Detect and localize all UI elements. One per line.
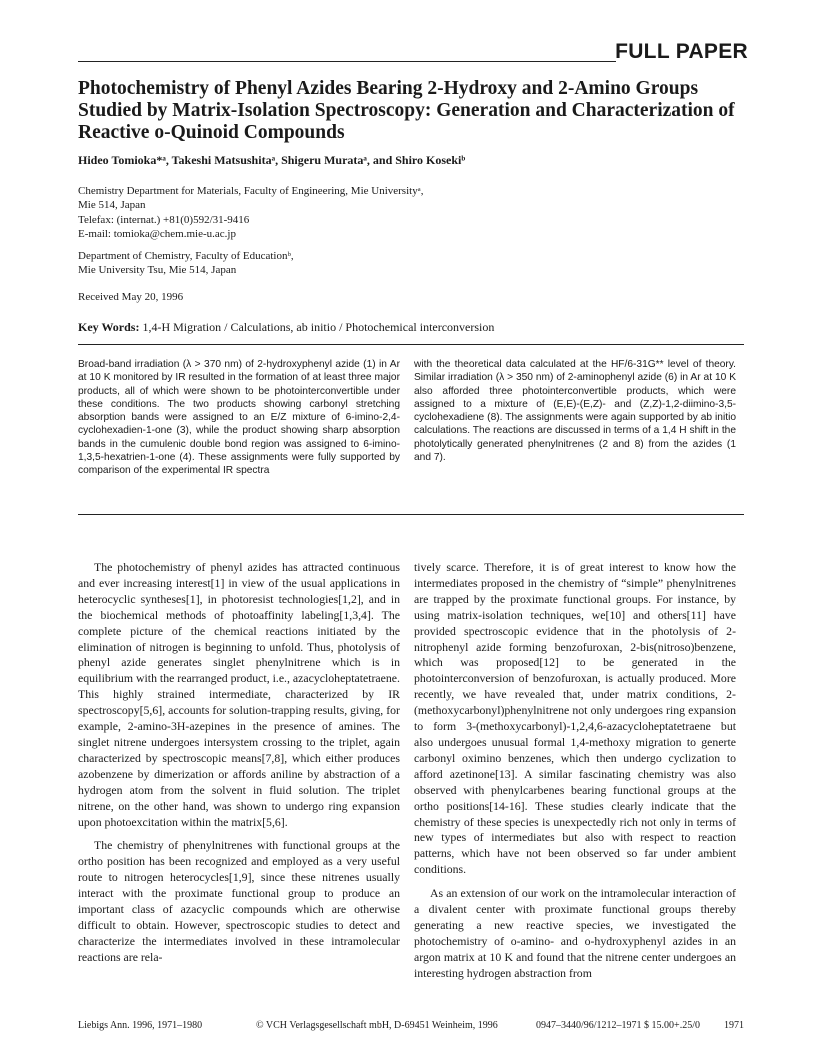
footer-journal: Liebigs Ann. 1996, 1971–1980 — [78, 1020, 203, 1031]
keywords — [78, 320, 494, 335]
abstract-left-column: Broad-band irradiation (λ > 370 nm) of 2-hydroxyphenyl azide (1) in Ar at 10 K monitored by IR resulted in the formation of at least three major products, all of which were shown to be photointerconvertible under these conditions. The two products showing carbonyl stretching absorption bands were assigned to an E/Z mixture of 6-imino-2,4-cyclohexadien-1-one (3), while the product showing sharp absorption bands in the cumulenic double bond region was assigned to 6-imino-1,3,5-hexatrien-1-one (4). These assignments were fully supported by comparison of the experimental IR spectra — [78, 359, 400, 477]
body-paragraph: The chemistry of phenylnitrenes with functional groups at the ortho position has been recognized and employed as a very useful route to nitrogen heterocycles[1,9], since these nitrenes usually interact with the proximate functional group to produce an important class of azacyclic compounds which are otherwise difficult to obtain. However, spectroscopic studies to detect and characterize the intermediates involved in these intramolecular reactions are rela- — [78, 838, 400, 964]
affiliation-telefax: Telefax: (internat.) +81(0)592/31-9416 — [78, 213, 250, 226]
body-paragraph: As an extension of our work on the intramolecular interaction of a divalent center with proximate functional groups thereby generating a new reactive species, we investigated the photochemistry of o-amino- and o-hydroxyphenyl azides in an argon matrix at 10 K and found that the nitrene center undergoes an interesting hydrogen abstraction from — [414, 886, 736, 980]
abstract-bottom-rule — [78, 514, 744, 515]
affiliation-email: E-mail: tomioka@chem.mie-u.ac.jp — [78, 227, 236, 240]
received-date: Received May 20, 1996 — [78, 291, 184, 303]
abstract-right-column: with the theoretical data calculated at the HF/6-31G** level of theory. Similar irradiation (λ > 350 nm) of 2-aminophenyl azide (6) in Ar at 10 K also afforded three photointerconvertible products, which were assigned to a mixture of (E,E)-(E,Z)- and (Z,Z)-1,2-diimino-3,5-cyclohexadiene (8). The assignments were again supported by ab initio calculations. The reactions are discussed in terms of a 1,4 H shift in the photolytically generated phenylnitrenes (2 and 8) from the azides (1 and 7). — [414, 359, 736, 464]
affiliation-b-line: Mie University Tsu, Mie 514, Japan — [78, 264, 237, 277]
affiliation-a-line: Mie 514, Japan — [78, 199, 146, 212]
affiliation-a-line: Chemistry Department for Materials, Faculty of Engineering, Mie Universityᵃ, — [78, 185, 424, 197]
page-number: 1971 — [724, 1020, 744, 1031]
body-paragraph: tively scarce. Therefore, it is of great interest to know how the intermediates proposed in the chemistry of “simple” phenylnitrenes are trapped by the proximate functional groups. For instance, by using matrix-isolation techniques, we[10] and others[11] have provided spectroscopic evidence that in the photolysis of 2-nitrophenyl azide forming benzofuroxan, 2-bis(nitroso)benzene, which was proposed[12] to be generated in the photointerconversion of benzofuroxan, is actually produced. More recently, we have revealed that, under matrix conditions, 2-(methoxycarbonyl)phenylnitrene not only undergoes ring expansion to form 3-(methoxycarbonyl)-1,2,4,6-azacycloheptatetraene but also undergoes unusual formal 1,4-methoxy migration to generte carbonyl oximino benzenes, which then undergo cyclization to afford azetinone[13]. A similar fascinating chemistry was also observed with phenylcarbenes bearing functional groups at the ortho positions[14-16]. These studies clearly indicate that the chemistry of these species is unexpectedly rich not only in terms of new types of intermediates but also with respect to reaction patterns, which have not been observed so far under ambient conditions. — [414, 560, 736, 877]
header-rule — [78, 61, 616, 62]
author-list: Hideo Tomioka*ᵃ, Takeshi Matsushitaᵃ, Shigeru Murataᵃ, and Shiro Kosekiᵇ — [78, 153, 466, 167]
affiliation-b-line: Department of Chemistry, Faculty of Educationᵇ, — [78, 250, 294, 262]
affiliation-b — [78, 249, 638, 278]
body-right-column — [414, 560, 736, 990]
body-paragraph: The photochemistry of phenyl azides has attracted continuous and ever increasing interest[1] in view of the usual applications in heterocyclic syntheses[1], in photoresist technologies[1,2], and in the biochemical methods of photoaffinity labeling[1,3,4]. The complete picture of the chemical reactions initiated by the elimination of nitrogen is beginning to unfold. Thus, photolysis of phenyl azide generates singlet phenylnitrene which is in equilibrium with the rearranged product, i.e., azacycloheptatetraene. This highly strained intermediate, characterized by IR spectroscopy[5,6], accounts for solution-trapping results, giving, for example, 2-amino-3H-azepines in the presence of amines. The singlet nitrene undergoes intersystem crossing to the triplet, again characterized by spectroscopic means[7,8], which either produces azobenzene by dimerization or affords aniline by abstraction of a hydrogen atom from the solvent in fluid solution. The triplet nitrene, on the other hand, was shown to undergo ring expansion upon photoexcitation within the matrix[5,6]. — [78, 560, 400, 829]
body-left-column — [78, 560, 400, 974]
paper-title: Photochemistry of Phenyl Azides Bearing 2-Hydroxy and 2-Amino Groups Studied by Matrix-Isolation Spectroscopy: Generation and Characterization of Reactive o-Quinoid Compounds — [78, 78, 735, 143]
footer-publisher: © VCH Verlagsgesellschaft mbH, D-69451 Weinheim, 1996 — [256, 1020, 498, 1031]
keywords-label: Key Words: — [78, 320, 140, 334]
abstract-top-rule — [78, 344, 744, 345]
footer-code: 0947–3440/96/1212–1971 $ 15.00+.25/0 — [536, 1020, 700, 1031]
affiliation-a — [78, 184, 638, 241]
section-label: FULL PAPER — [615, 40, 748, 63]
keywords-text: 1,4-H Migration / Calculations, ab initio / Photochemical interconversion — [142, 320, 495, 334]
